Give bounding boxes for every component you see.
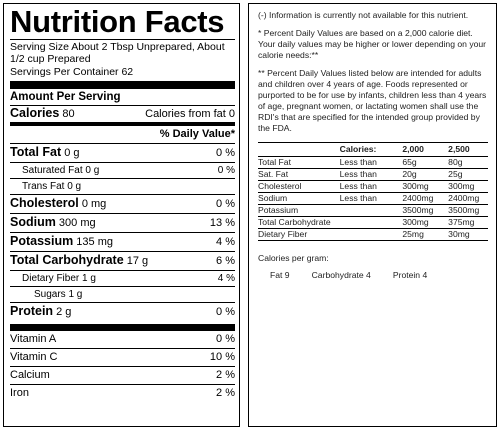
per-gram-carbohydrate: Carbohydrate 4	[311, 270, 371, 280]
nutrient-row-total-carbohydrate: Total Carbohydrate 17 g 6 %	[10, 253, 235, 267]
vitamin-row-a: Vitamin A 0 %	[10, 333, 235, 345]
daily-value-header: % Daily Value*	[159, 128, 235, 140]
mineral-row-calcium: Calcium 2 %	[10, 369, 235, 381]
mineral-row-iron: Iron 2 %	[10, 387, 235, 399]
daily-value-table	[258, 142, 488, 241]
note-percent-dv: * Percent Daily Values are based on a 2,000 calorie diet. Your daily values may be higher or lower depending on your calorie needs:**	[258, 28, 487, 60]
nutrition-facts-panel	[3, 3, 240, 427]
calories-row	[10, 106, 235, 122]
nutrient-row-sugars: Sugars 1 g	[34, 289, 83, 300]
note-percent-dv-2: ** Percent Daily Values listed below are intended for adults and children over 4 years of age. Foods represented or purported to be for use by infants, children less than 4 years of age, pregnant women, or lactating women shall use the RDI's that are specified for the intended group provided by the FDA.	[258, 68, 487, 133]
per-gram-protein: Protein 4	[392, 270, 428, 280]
nutrient-row-saturated-fat: Saturated Fat 0 g 0 %	[22, 165, 235, 176]
table-row: Total Fat Less than 65g 80g	[258, 157, 488, 169]
table-row: Total Carbohydrate 300mg 375mg	[258, 217, 488, 229]
divider	[10, 39, 235, 40]
table-row: Potassium 3500mg 3500mg	[258, 205, 488, 217]
calories-value: 80	[62, 108, 75, 120]
nutrient-row-total-fat: Total Fat 0 g 0 %	[10, 145, 235, 159]
divider-thick	[10, 81, 235, 89]
footnotes-panel	[248, 3, 497, 427]
table-header-row: Calories: 2,000 2,500	[258, 143, 488, 157]
servings-per-container: Servings Per Container 62	[10, 66, 134, 78]
calories-per-gram-label: Calories per gram:	[258, 253, 329, 263]
table-row: Sodium Less than 2400mg 2400mg	[258, 193, 488, 205]
vitamin-row-c: Vitamin C 10 %	[10, 351, 235, 363]
calories-label: Calories	[10, 106, 60, 120]
calories-per-gram-items	[258, 270, 488, 281]
calories-from-fat: Calories from fat 0	[145, 108, 235, 120]
amount-per-serving: Amount Per Serving	[10, 91, 121, 103]
nutrient-row-dietary-fiber: Dietary Fiber 1 g 4 %	[22, 273, 235, 284]
nutrient-row-sodium: Sodium 300 mg 13 %	[10, 215, 235, 229]
nutrient-row-cholesterol: Cholesterol 0 mg 0 %	[10, 196, 235, 210]
note-unavailable: (-) Information is currently not available for this nutrient.	[258, 10, 469, 20]
table-row: Sat. Fat Less than 20g 25g	[258, 169, 488, 181]
nutrient-row-potassium: Potassium 135 mg 4 %	[10, 234, 235, 248]
label-title: Nutrition Facts	[10, 4, 225, 39]
serving-size: Serving Size About 2 Tbsp Unprepared, About 1/2 cup Prepared	[10, 41, 225, 65]
nutrient-row-trans-fat: Trans Fat 0 g	[22, 181, 82, 192]
per-gram-fat: Fat 9	[270, 270, 290, 280]
nutrient-row-protein: Protein 2 g 0 %	[10, 304, 235, 318]
table-row: Cholesterol Less than 300mg 300mg	[258, 181, 488, 193]
divider-thick	[10, 324, 235, 331]
table-row: Dietary Fiber 25mg 30mg	[258, 229, 488, 241]
